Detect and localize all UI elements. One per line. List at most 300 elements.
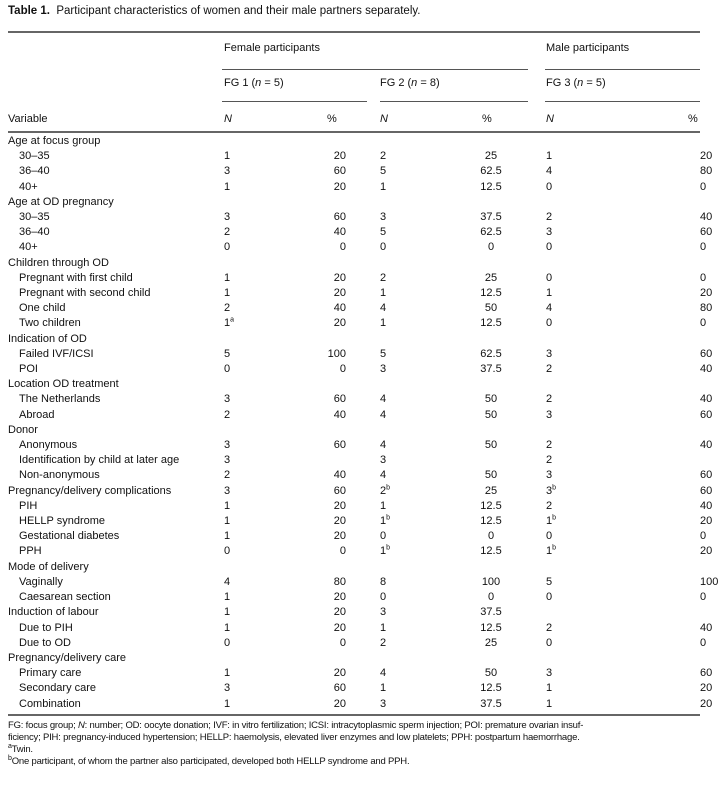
row-label: Pregnant with second child	[19, 287, 151, 300]
fg1-pct-cell	[304, 666, 346, 681]
fg3-n-value: 0	[546, 180, 553, 193]
fg1-pct-value: 80	[333, 575, 346, 588]
fg2-pct-value: 25	[484, 484, 498, 497]
fg1-n-value: 2	[224, 302, 231, 315]
spacer-cell	[346, 225, 380, 240]
fg2-n-value: 5	[380, 347, 387, 360]
spacer-cell	[346, 636, 380, 651]
fg2-n-cell	[380, 332, 470, 347]
fg3-pct-value: 60	[700, 226, 713, 239]
spacer-cell	[512, 271, 546, 286]
fg2-pct-cell	[470, 134, 512, 149]
fg2-n-cell	[380, 636, 470, 651]
fg3-n-cell	[546, 681, 700, 696]
footnote-marker: b	[386, 544, 391, 552]
spacer-cell	[512, 392, 546, 407]
fg1-n-value: 1	[224, 271, 231, 284]
row-label: Children through OD	[8, 256, 109, 269]
fg3-pct-cell	[700, 286, 713, 301]
fg3-n-value: 0	[546, 317, 553, 330]
spacer-cell	[512, 560, 546, 575]
fg1-n-cell	[224, 301, 304, 316]
spacer-cell	[346, 529, 380, 544]
fg2-pct-cell	[470, 575, 512, 590]
fg2-pct-cell	[470, 651, 512, 666]
spacer-cell	[346, 590, 380, 605]
fg2-n-value: 0	[380, 591, 387, 604]
spacer-cell	[512, 362, 546, 377]
fg3-pct-value: 40	[700, 621, 713, 634]
fg3-pct-value: 40	[700, 499, 713, 512]
fg1-n-cell	[224, 225, 304, 240]
fg3-pct-header: %	[688, 113, 698, 125]
fg3-pct-cell	[700, 134, 706, 149]
fg1-n-value: 1	[224, 530, 231, 543]
table-row	[0, 438, 706, 453]
row-label: Location OD treatment	[8, 378, 119, 391]
spacer-cell	[512, 468, 546, 483]
fg1-pct-value: 60	[333, 211, 346, 224]
fg3-n-cell	[546, 225, 700, 240]
fg1-pct-value: 20	[333, 606, 346, 619]
fg3-pct-value: 20	[700, 697, 713, 710]
fg3-pct-cell	[700, 681, 713, 696]
spacer-cell	[346, 681, 380, 696]
fg3-n-value: 0	[546, 271, 553, 284]
fg2-n-cell	[380, 347, 470, 362]
fg2-pct-cell	[470, 544, 512, 559]
fg1-n-cell	[224, 180, 304, 195]
row-label: Donor	[8, 423, 38, 436]
fg3-pct-cell	[700, 195, 706, 210]
fg2-n-value: 1	[380, 499, 387, 512]
fg1-pct-cell	[304, 362, 346, 377]
fg3-pct-value: 0	[700, 241, 707, 254]
fg1-pct-cell	[304, 544, 346, 559]
fg3-pct-cell	[700, 697, 713, 712]
fg1-pct-cell	[304, 301, 346, 316]
fg1-n-cell	[224, 453, 304, 468]
table-group-row	[0, 423, 706, 438]
fg2-n-value: 8	[380, 575, 387, 588]
abbrev-n: N	[78, 720, 85, 731]
fg2-n-value: 1	[380, 180, 387, 193]
fg1-n-cell	[224, 514, 304, 529]
fg1-n-value: 3	[224, 682, 231, 695]
spacer-cell	[346, 666, 380, 681]
fg1-n-header: N	[224, 113, 232, 125]
fg3-n-cell	[546, 605, 700, 620]
fg2-pct-cell	[470, 316, 512, 331]
fg1-n-cell	[224, 560, 304, 575]
fg2-pct-cell	[470, 210, 512, 225]
fg3-n-value: 2	[546, 439, 553, 452]
spacer-cell	[512, 651, 546, 666]
spacer-cell	[512, 484, 546, 499]
fg1-pct-cell	[304, 210, 346, 225]
fg1-name: FG 1 (	[224, 77, 256, 89]
fg3-pct-value: 40	[700, 439, 713, 452]
fg1-n-cell	[224, 697, 304, 712]
fg2-pct-cell	[470, 468, 512, 483]
fg1-n-cell	[224, 149, 304, 164]
fg2-n-cell	[380, 453, 470, 468]
fg2-n: n	[411, 77, 418, 89]
spacer-cell	[512, 681, 546, 696]
fg2-n-cell	[380, 575, 470, 590]
fg3-n-value: 3	[546, 469, 553, 482]
spacer-cell	[346, 286, 380, 301]
fg3-pct-cell	[700, 453, 706, 468]
fg2-n-cell	[380, 362, 470, 377]
fg1-n-cell	[224, 347, 304, 362]
fg2-pct-value: 12.5	[480, 682, 502, 695]
fg1-pct-cell	[304, 347, 346, 362]
fg3-pct-value: 0	[700, 591, 707, 604]
fg3-n-cell	[546, 377, 700, 392]
fg3-n-cell	[546, 468, 700, 483]
fg2-pct-value: 50	[484, 302, 498, 315]
fg1-n-cell	[224, 666, 304, 681]
row-label: Caesarean section	[19, 591, 111, 604]
footnote-marker: b	[552, 484, 557, 492]
fg2-pct-cell	[470, 621, 512, 636]
top-rule	[8, 31, 700, 33]
fg3-n-value: 0	[546, 591, 553, 604]
spacer-cell	[346, 621, 380, 636]
table-row	[0, 544, 706, 559]
spacer-cell	[512, 301, 546, 316]
fg1-pct-value: 60	[333, 439, 346, 452]
fg3-n-cell	[546, 423, 700, 438]
spacer-cell	[512, 210, 546, 225]
row-label: POI	[19, 363, 38, 376]
footnote-marker: b	[552, 514, 557, 522]
fg2-pct-cell	[470, 484, 512, 499]
spacer-cell	[512, 225, 546, 240]
fg2-n-cell	[380, 134, 470, 149]
fg2-n-cell	[380, 377, 470, 392]
fg1-pct-value: 40	[333, 226, 346, 239]
fg1-pct-cell	[304, 514, 346, 529]
row-label: Pregnant with first child	[19, 271, 133, 284]
fg3-n-cell	[546, 392, 700, 407]
fg1-pct-cell	[304, 408, 346, 423]
fg2-n-cell	[380, 392, 470, 407]
table-row	[0, 621, 706, 636]
footnote-b-text: One participant, of whom the partner also participated, developed both HELLP syndrome and PPH.	[11, 756, 410, 767]
fg1-n-cell	[224, 134, 304, 149]
fg1-n-value: 1	[224, 499, 231, 512]
fg3-pct-value: 60	[700, 484, 713, 497]
table-row	[0, 164, 706, 179]
fg3-pct-cell	[700, 377, 706, 392]
spacer-cell	[512, 332, 546, 347]
spacer-cell	[512, 544, 546, 559]
female-span-rule	[222, 69, 528, 70]
fg2-pct-cell	[470, 149, 512, 164]
fg3-n-cell	[546, 544, 700, 559]
fg1-n-cell	[224, 636, 304, 651]
fg3-pct-value: 40	[700, 363, 713, 376]
row-label: PPH	[19, 545, 42, 558]
fg2-pct-cell	[470, 301, 512, 316]
fg2-pct-value: 12.5	[480, 515, 502, 528]
fg1-n-value: 2	[224, 469, 231, 482]
row-label: Mode of delivery	[8, 560, 89, 573]
fg2-n-value: 5	[380, 165, 387, 178]
row-label: Vaginally	[19, 575, 63, 588]
row-label: Two children	[19, 317, 81, 330]
fg1-pct-cell	[304, 149, 346, 164]
fg1-pct-value: 0	[339, 545, 346, 558]
row-label: Pregnancy/delivery complications	[8, 484, 172, 497]
fg1-pct-value: 40	[333, 408, 346, 421]
footnote-a-mark: a	[8, 742, 12, 750]
fg2-pct-value: 37.5	[480, 697, 502, 710]
fg1-n-value: 0	[224, 545, 231, 558]
fg3-n-cell	[546, 575, 700, 590]
fg1-n-value: 1	[224, 667, 231, 680]
male-span-rule	[545, 69, 700, 70]
fg3-n-cell	[546, 240, 700, 255]
fg3-name: FG 3 (	[546, 77, 578, 89]
spacer-cell	[346, 651, 380, 666]
fg2-n-value: 4	[380, 439, 387, 452]
fg1-n-value: 1	[224, 606, 231, 619]
abbreviations-line-1	[8, 720, 700, 732]
spacer-cell	[346, 468, 380, 483]
fg2-pct-value: 12.5	[480, 545, 502, 558]
fg1-n-cell	[224, 681, 304, 696]
fg1-n-value: 2	[224, 408, 231, 421]
fg2-n-value: 0	[380, 241, 387, 254]
fg3-pct-cell	[700, 529, 706, 544]
table-row	[0, 210, 706, 225]
table-body	[0, 134, 718, 712]
fg1-n-value: 3	[224, 484, 231, 497]
fg3-n-value: 3	[546, 484, 553, 497]
fg1-pct-cell	[304, 392, 346, 407]
fg3-n-value: 3	[546, 226, 553, 239]
spacer-cell	[346, 484, 380, 499]
spacer-cell	[512, 575, 546, 590]
fg2-n-cell	[380, 544, 470, 559]
row-label: Age at focus group	[8, 135, 101, 147]
footnote-a	[8, 744, 700, 756]
fg1-n-value: 3	[224, 393, 231, 406]
table-number: Table 1.	[8, 5, 50, 17]
fg3-pct-value: 20	[700, 682, 713, 695]
fg2-n-cell	[380, 438, 470, 453]
fg1-pct-cell	[304, 225, 346, 240]
spacer-cell	[512, 453, 546, 468]
fg2-n-cell	[380, 256, 470, 271]
spacer-cell	[346, 408, 380, 423]
row-label: The Netherlands	[19, 393, 101, 406]
row-label: 30–35	[19, 211, 50, 224]
footnote-a-text: Twin.	[11, 744, 33, 755]
fg3-pct-value: 100	[700, 575, 718, 588]
fg3-n-value: 2	[546, 499, 553, 512]
fg1-n-cell	[224, 210, 304, 225]
fg3-n-cell	[546, 514, 700, 529]
fg3-n-cell	[546, 347, 700, 362]
spacer-cell	[512, 605, 546, 620]
fg2-pct-value: 50	[484, 393, 498, 406]
spacer-cell	[346, 697, 380, 712]
fg2-n-value: 3	[380, 211, 387, 224]
fg3-pct-cell	[700, 651, 706, 666]
fg2-pct-cell	[470, 636, 512, 651]
fg2-pct-cell	[470, 362, 512, 377]
fg1-pct-value: 20	[333, 515, 346, 528]
fg1-n-cell	[224, 286, 304, 301]
fg1-pct-value: 60	[333, 393, 346, 406]
spacer-cell	[346, 301, 380, 316]
fg2-pct-value: 37.5	[480, 363, 502, 376]
fg2-pct-cell	[470, 681, 512, 696]
spacer-cell	[346, 316, 380, 331]
fg3-pct-value: 60	[700, 408, 713, 421]
table-row	[0, 575, 706, 590]
fg2-pct-cell	[470, 514, 512, 529]
spacer-cell	[346, 560, 380, 575]
table-row	[0, 286, 706, 301]
fg1-n-cell	[224, 438, 304, 453]
spacer-cell	[346, 332, 380, 347]
fg2-pct-value: 62.5	[480, 165, 502, 178]
fg1-pct-value: 100	[327, 347, 346, 360]
fg3-pct-value: 20	[700, 150, 713, 163]
table-row	[0, 316, 706, 331]
male-participants-header: Male participants	[546, 42, 630, 54]
fg3-n-cell	[546, 484, 700, 499]
table-group-row	[0, 332, 706, 347]
row-label: 40+	[19, 180, 38, 193]
spacer-cell	[346, 377, 380, 392]
spacer-cell	[346, 438, 380, 453]
row-label: Abroad	[19, 408, 55, 421]
table-row	[0, 453, 706, 468]
fg2-n-cell	[380, 560, 470, 575]
row-label: Due to OD	[19, 636, 71, 649]
fg1-n-value: 1	[224, 621, 231, 634]
fg3-n-value: 3	[546, 347, 553, 360]
fg2-n-value: 2	[380, 150, 387, 163]
fg2-n-cell	[380, 180, 470, 195]
row-label: One child	[19, 302, 66, 315]
fg2-n-cell	[380, 514, 470, 529]
fg2-n-cell	[380, 240, 470, 255]
fg2-n-cell	[380, 621, 470, 636]
fg3-n-cell	[546, 499, 700, 514]
fg1-pct-value: 20	[333, 287, 346, 300]
fg1-n-value: 1	[224, 180, 231, 193]
row-label: Age at OD pregnancy	[8, 195, 114, 208]
fg2-n-value: 1	[380, 287, 387, 300]
footnote-b	[8, 756, 700, 768]
fg3-n-value: 0	[546, 636, 553, 649]
fg3-pct-cell	[700, 666, 713, 681]
fg3-pct-cell	[700, 499, 713, 514]
fg3-pct-cell	[700, 347, 713, 362]
fg3-n-value: 0	[546, 530, 553, 543]
footnote-marker: b	[386, 514, 391, 522]
fg2-pct-value: 0	[487, 241, 495, 254]
fg1-n-value: 0	[224, 363, 231, 376]
fg2-n-cell	[380, 408, 470, 423]
fg2-n-cell	[380, 590, 470, 605]
fg1-n-value: 0	[224, 636, 231, 649]
fg1-pct-cell	[304, 316, 346, 331]
fg2-pct-value: 62.5	[480, 226, 502, 239]
table-row	[0, 180, 706, 195]
fg3-n-value: 1	[546, 287, 553, 300]
fg1-pct-value: 20	[333, 591, 346, 604]
table-row	[0, 697, 706, 712]
fg3-n-value: 1	[546, 150, 553, 163]
fg2-n-cell	[380, 681, 470, 696]
spacer-cell	[346, 210, 380, 225]
fg3-n-cell	[546, 621, 700, 636]
fg1-n: n	[255, 77, 262, 89]
fg3-pct-cell	[700, 484, 713, 499]
fg2-n-cell	[380, 529, 470, 544]
participant-table	[0, 134, 718, 712]
fg2-pct-cell	[470, 377, 512, 392]
fg3-n-value: 1	[546, 682, 553, 695]
fg1-pct-value: 20	[333, 317, 346, 330]
fg1-n-cell	[224, 362, 304, 377]
fg2-pct-value: 37.5	[480, 606, 502, 619]
fg3-n-cell	[546, 697, 700, 712]
fg1-pct-value: 0	[339, 363, 346, 376]
fg3-pct-cell	[700, 240, 706, 255]
row-label: HELLP syndrome	[19, 515, 106, 528]
fg3-n-value: 2	[546, 363, 553, 376]
spacer-cell	[346, 514, 380, 529]
spacer-cell	[346, 256, 380, 271]
fg1-n-cell	[224, 256, 304, 271]
row-label: Non-anonymous	[19, 469, 100, 482]
row-label: Induction of labour	[8, 606, 99, 619]
fg3-pct-cell	[700, 514, 713, 529]
fg3-n-cell	[546, 636, 700, 651]
fg1-pct-cell	[304, 377, 346, 392]
spacer-cell	[346, 149, 380, 164]
fg2-n-cell	[380, 499, 470, 514]
fg2-pct-cell	[470, 347, 512, 362]
fg2-pct-cell	[470, 408, 512, 423]
fg2-pct-value: 25	[484, 636, 498, 649]
fg1-n-cell	[224, 544, 304, 559]
row-label: Primary care	[19, 667, 82, 680]
fg3-pct-cell	[700, 362, 713, 377]
fg3-pct-cell	[700, 332, 706, 347]
fg3-n-cell	[546, 560, 700, 575]
fg1-pct-value: 20	[333, 697, 346, 710]
fg3-n-cell	[546, 666, 700, 681]
fg3-n-value: 4	[546, 302, 553, 315]
fg1-pct-value: 40	[333, 469, 346, 482]
fg3-n-cell	[546, 453, 700, 468]
row-label: Anonymous	[19, 439, 78, 452]
fg1-n-value: 1	[224, 150, 231, 163]
spacer-cell	[346, 347, 380, 362]
fg2-pct-value: 12.5	[480, 499, 502, 512]
fg2-pct-value: 25	[484, 150, 498, 163]
